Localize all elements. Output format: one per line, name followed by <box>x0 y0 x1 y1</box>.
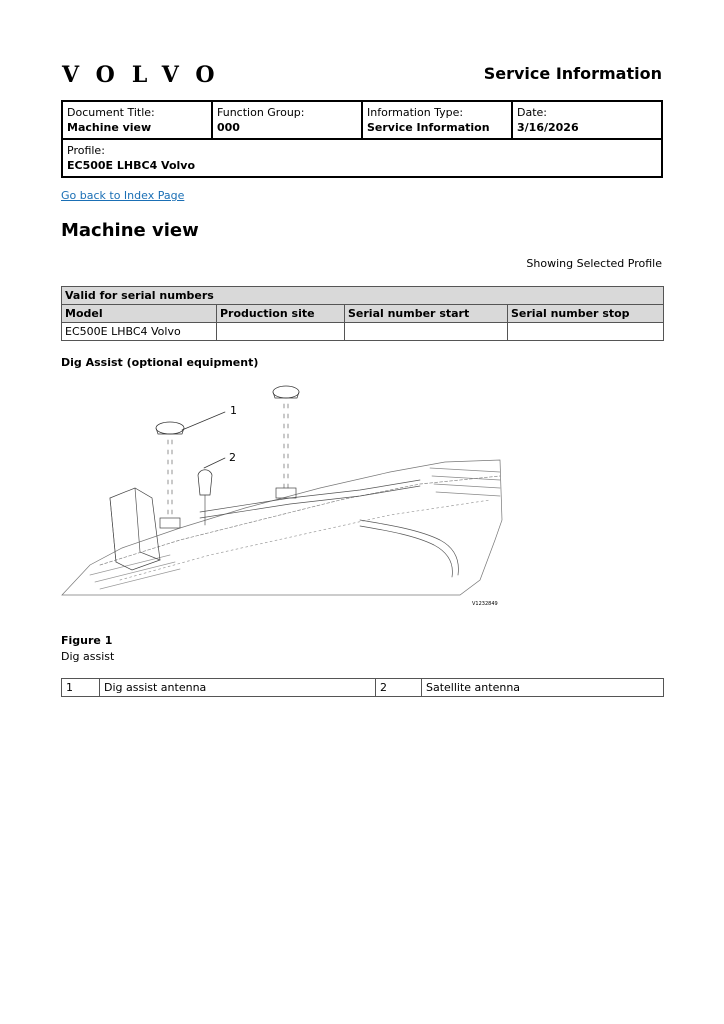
legend-number-1: 1 <box>62 679 100 697</box>
date-cell <box>512 101 662 139</box>
document-title-label: Document Title: <box>67 106 155 119</box>
column-header-serial-stop: Serial number stop <box>508 305 664 323</box>
function-group-cell <box>212 101 362 139</box>
section-heading: Dig Assist (optional equipment) <box>61 356 259 369</box>
serial-table-caption: Valid for serial numbers <box>62 287 664 305</box>
table-row <box>62 323 664 341</box>
information-type-value: Service Information <box>367 121 490 134</box>
legend-number-2: 2 <box>376 679 422 697</box>
callout-1-label: 1 <box>230 404 237 417</box>
document-title-cell <box>62 101 212 139</box>
information-type-cell <box>362 101 512 139</box>
callout-2-label: 2 <box>229 451 236 464</box>
column-header-production-site: Production site <box>217 305 345 323</box>
date-label: Date: <box>517 106 547 119</box>
profile-note: Showing Selected Profile <box>526 257 662 270</box>
back-to-index-link[interactable]: Go back to Index Page <box>61 189 185 202</box>
dig-assist-illustration <box>60 380 505 610</box>
profile-label: Profile: <box>67 144 105 157</box>
figure-caption-title: Figure 1 <box>61 634 113 647</box>
table-row <box>62 679 664 697</box>
function-group-value: 000 <box>217 121 240 134</box>
function-group-label: Function Group: <box>217 106 305 119</box>
volvo-logo: VOLVO <box>62 62 232 88</box>
serial-numbers-table <box>61 286 664 341</box>
legend-label-1: Dig assist antenna <box>100 679 376 697</box>
column-header-model: Model <box>62 305 217 323</box>
model-cell: EC500E LHBC4 Volvo <box>62 323 217 341</box>
figure-image-code: V1232849 <box>472 601 498 607</box>
serial-start-cell <box>345 323 508 341</box>
document-info-table <box>61 100 663 178</box>
page-title: Machine view <box>61 220 199 241</box>
document-title-value: Machine view <box>67 121 152 134</box>
column-header-serial-start: Serial number start <box>345 305 508 323</box>
profile-cell <box>62 139 662 177</box>
service-information-title: Service Information <box>483 64 662 83</box>
legend-label-2: Satellite antenna <box>422 679 664 697</box>
information-type-label: Information Type: <box>367 106 464 119</box>
production-site-cell <box>217 323 345 341</box>
profile-value: EC500E LHBC4 Volvo <box>67 159 196 172</box>
figure-caption-text: Dig assist <box>61 650 115 663</box>
figure-legend-table <box>61 678 664 697</box>
serial-stop-cell <box>508 323 664 341</box>
date-value: 3/16/2026 <box>517 121 579 134</box>
